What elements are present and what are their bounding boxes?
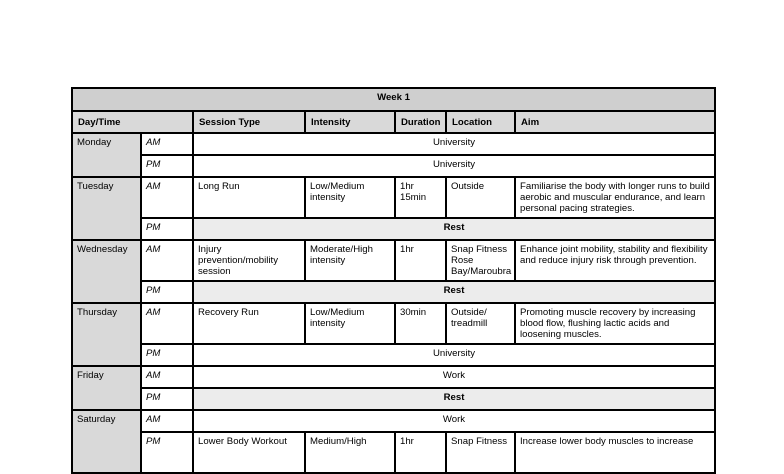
monday-am-activity: University — [193, 133, 715, 155]
table-row — [72, 133, 715, 155]
tuesday-am-location: Outside — [446, 177, 515, 218]
header-aim: Aim — [515, 111, 715, 133]
table-row — [72, 410, 715, 432]
saturday-pm-duration: 1hr — [395, 432, 446, 473]
wednesday-am-aim: Enhance joint mobility, stability and flexibility and reduce injury risk through prevention. — [515, 240, 715, 281]
saturday-pm-aim: Increase lower body muscles to increase — [515, 432, 715, 473]
thursday-pm-activity: University — [193, 344, 715, 366]
saturday-pm-intensity: Medium/High — [305, 432, 395, 473]
header-day-time: Day/Time — [72, 111, 193, 133]
day-label-tuesday: Tuesday — [72, 177, 141, 240]
training-schedule-table — [71, 87, 716, 474]
pm-label: PM — [141, 432, 193, 473]
tuesday-am-aim: Familiarise the body with longer runs to build aerobic and muscular endurance, and learn personal pacing strategies. — [515, 177, 715, 218]
day-label-saturday: Saturday — [72, 410, 141, 473]
day-label-wednesday: Wednesday — [72, 240, 141, 303]
day-label-monday: Monday — [72, 133, 141, 177]
table-row — [72, 218, 715, 240]
wednesday-pm-rest: Rest — [193, 281, 715, 303]
am-label: AM — [141, 177, 193, 218]
thursday-am-session-type: Recovery Run — [193, 303, 305, 344]
table-row — [72, 155, 715, 177]
table-row — [72, 177, 715, 218]
tuesday-am-intensity: Low/Medium intensity — [305, 177, 395, 218]
friday-pm-rest: Rest — [193, 388, 715, 410]
wednesday-am-location: Snap Fitness Rose Bay/Maroubra — [446, 240, 515, 281]
tuesday-pm-rest: Rest — [193, 218, 715, 240]
table-row — [72, 366, 715, 388]
table-row — [72, 281, 715, 303]
week-title-row — [72, 88, 715, 111]
header-session-type: Session Type — [193, 111, 305, 133]
tuesday-am-session-type: Long Run — [193, 177, 305, 218]
table-row — [72, 344, 715, 366]
pm-label: PM — [141, 155, 193, 177]
wednesday-am-intensity: Moderate/High intensity — [305, 240, 395, 281]
pm-label: PM — [141, 344, 193, 366]
wednesday-am-duration: 1hr — [395, 240, 446, 281]
day-label-friday: Friday — [72, 366, 141, 410]
table-row — [72, 303, 715, 344]
am-label: AM — [141, 410, 193, 432]
thursday-am-location: Outside/ treadmill — [446, 303, 515, 344]
thursday-am-aim: Promoting muscle recovery by increasing blood flow, flushing lactic acids and loosening muscles. — [515, 303, 715, 344]
table-row — [72, 432, 715, 473]
thursday-am-duration: 30min — [395, 303, 446, 344]
day-label-thursday: Thursday — [72, 303, 141, 366]
pm-label: PM — [141, 218, 193, 240]
saturday-pm-session-type: Lower Body Workout — [193, 432, 305, 473]
pm-label: PM — [141, 388, 193, 410]
saturday-am-activity: Work — [193, 410, 715, 432]
header-duration: Duration — [395, 111, 446, 133]
header-row — [72, 111, 715, 133]
tuesday-am-duration: 1hr 15min — [395, 177, 446, 218]
monday-pm-activity: University — [193, 155, 715, 177]
header-location: Location — [446, 111, 515, 133]
pm-label: PM — [141, 281, 193, 303]
am-label: AM — [141, 133, 193, 155]
week-title: Week 1 — [72, 88, 715, 111]
am-label: AM — [141, 366, 193, 388]
header-intensity: Intensity — [305, 111, 395, 133]
wednesday-am-session-type: Injury prevention/mobility session — [193, 240, 305, 281]
saturday-pm-location: Snap Fitness — [446, 432, 515, 473]
am-label: AM — [141, 240, 193, 281]
friday-am-activity: Work — [193, 366, 715, 388]
am-label: AM — [141, 303, 193, 344]
table-row — [72, 388, 715, 410]
thursday-am-intensity: Low/Medium intensity — [305, 303, 395, 344]
table-row — [72, 240, 715, 281]
